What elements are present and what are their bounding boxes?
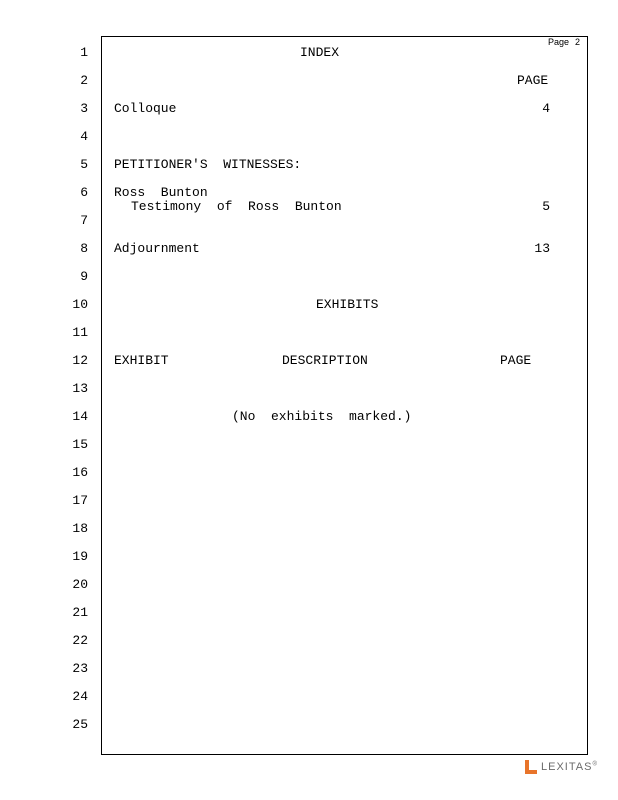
- exhibits-column-description: DESCRIPTION: [282, 353, 368, 368]
- line-number: 5: [80, 157, 88, 172]
- line-number: 1: [80, 45, 88, 60]
- exhibits-column-exhibit: EXHIBIT: [114, 353, 169, 368]
- line-number: 18: [72, 521, 88, 536]
- witness-name: Ross Bunton: [114, 185, 208, 200]
- line-number: 21: [72, 605, 88, 620]
- lexitas-logo: [524, 758, 598, 776]
- line-number: 14: [72, 409, 88, 424]
- line-number: 8: [80, 241, 88, 256]
- line-number: 11: [72, 325, 88, 340]
- line-number: 3: [80, 101, 88, 116]
- line-number: 4: [80, 129, 88, 144]
- index-title: INDEX: [300, 45, 340, 60]
- page-number-label: Page: [547, 37, 569, 47]
- line-number: 9: [80, 269, 88, 284]
- line-number: 12: [72, 353, 88, 368]
- line-number: 20: [72, 577, 88, 592]
- exhibits-title: EXHIBITS: [316, 297, 379, 312]
- line-number: 7: [80, 213, 88, 228]
- line-number: 19: [72, 549, 88, 564]
- transcript-page-frame: [101, 36, 588, 755]
- index-entry-colloquy-page: 4: [542, 101, 550, 116]
- line-number: 2: [80, 73, 88, 88]
- line-number: 15: [72, 437, 88, 452]
- lexitas-brand-name: LEXITAS: [541, 761, 593, 773]
- lexitas-mark-icon: [524, 759, 538, 775]
- witness-testimony: Testimony of Ross Bunton: [131, 199, 342, 214]
- page-number: [548, 37, 580, 47]
- index-entry-adjournment-page: 13: [534, 241, 550, 256]
- exhibits-empty-note: (No exhibits marked.): [232, 409, 412, 424]
- line-number: 16: [72, 465, 88, 480]
- page-number-value: 2: [574, 37, 580, 47]
- line-number: 17: [72, 493, 88, 508]
- line-number: 6: [80, 185, 88, 200]
- index-entry-adjournment: Adjournment: [114, 241, 200, 256]
- index-entry-colloquy: Colloque: [114, 101, 177, 116]
- lexitas-brand-text: [541, 761, 598, 773]
- witness-testimony-page: 5: [542, 199, 550, 214]
- witnesses-heading: PETITIONER'S WITNESSES:: [114, 157, 302, 172]
- exhibits-column-page: PAGE: [500, 353, 532, 368]
- line-number: 22: [72, 633, 88, 648]
- line-number: 23: [72, 661, 88, 676]
- line-number: 25: [72, 717, 88, 732]
- lexitas-trademark: ®: [592, 761, 598, 768]
- index-page-column-header: PAGE: [517, 73, 549, 88]
- line-number: 24: [72, 689, 88, 704]
- line-number: 13: [72, 381, 88, 396]
- line-number: 10: [72, 297, 88, 312]
